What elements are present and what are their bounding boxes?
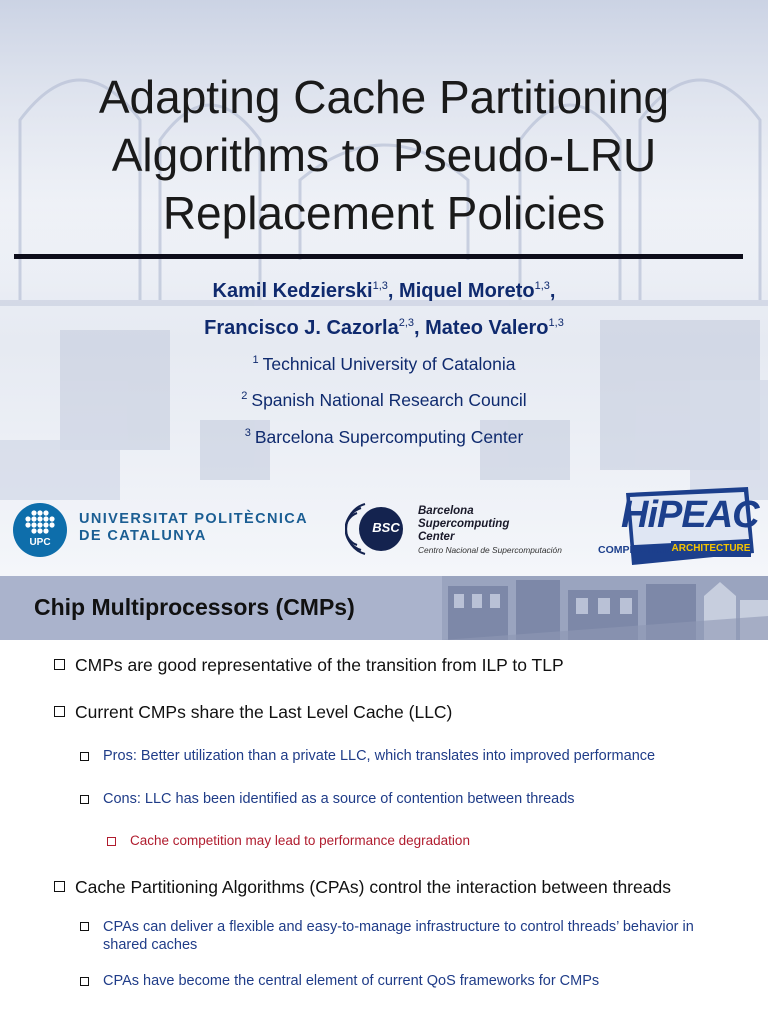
authors-line-2: Francisco J. Cazorla$^{2,3}$, Mateo Valero$^{1,3}$ (204, 317, 564, 339)
hipeac-architecture-label: ARCHITECTURE (671, 541, 751, 557)
author-affiliation-marker: 1,3 (534, 280, 550, 292)
upc-name-line-2: DE CATALUNYA (79, 528, 207, 544)
title-line: Algorithms to Pseudo-LRU (111, 129, 657, 181)
affiliation (0, 427, 768, 448)
affiliation (0, 354, 768, 375)
bullet-item (54, 702, 754, 723)
upc-dots-icon (24, 509, 56, 539)
author-name: Francisco J. Cazorla (204, 317, 399, 339)
upc-name-line-1: UNIVERSITAT POLITÈCNICA (79, 511, 309, 527)
sub-sub-bullet-item (107, 833, 747, 848)
bsc-name-line-1: Barcelona (418, 505, 474, 517)
checkbox-bullet-icon (80, 922, 89, 931)
bullet-item (54, 877, 754, 898)
sub-bullet-item (80, 918, 730, 954)
affiliation-name: Technical University of Catalonia (262, 354, 516, 374)
hipeac-compilation-label: COMPILATION (598, 544, 671, 556)
affiliation-marker: 2 (241, 390, 248, 402)
bsc-abbreviation: BSC (372, 520, 400, 535)
checkbox-bullet-icon (107, 837, 116, 846)
bullet-text: CPAs have become the central element of current QoS frameworks for CMPs (103, 973, 600, 989)
checkbox-bullet-icon (80, 752, 89, 761)
author-affiliation-marker: 1,3 (372, 280, 388, 292)
bullet-text: Current CMPs share the Last Level Cache (LLC) (75, 702, 453, 722)
bullet-text: CPAs can deliver a flexible and easy-to-manage infrastructure to control threads’ behavior in shared caches (103, 919, 694, 953)
header-campus-photo (442, 576, 768, 640)
sub-bullet-item (80, 748, 750, 764)
author-name: Kamil Kedzierski (212, 280, 373, 302)
author-affiliation-marker: 2,3 (398, 317, 414, 329)
checkbox-bullet-icon (54, 706, 65, 717)
bullet-text: Cache competition may lead to performance degradation (130, 833, 470, 848)
checkbox-bullet-icon (80, 795, 89, 804)
author-affiliation-marker: 1,3 (548, 317, 564, 329)
upc-abbreviation: UPC (29, 537, 51, 548)
title-line: Replacement Policies (162, 187, 606, 239)
bullet-text: Cons: LLC has been identified as a source of contention between threads (103, 791, 575, 807)
affiliation-name: Barcelona Supercomputing Center (254, 427, 524, 447)
hipeac-wordmark: HiPEAC (621, 494, 759, 536)
presentation-title (20, 68, 748, 242)
bsc-subtitle: Centro Nacional de Supercomputación (418, 545, 562, 555)
author-name: Mateo Valero (425, 317, 549, 339)
bullet-item (54, 655, 754, 676)
content-slide (0, 576, 768, 1024)
checkbox-bullet-icon (80, 977, 89, 986)
affiliation-marker: 3 (244, 427, 251, 439)
checkbox-bullet-icon (54, 881, 65, 892)
sub-bullet-item (80, 973, 750, 989)
title-line: Adapting Cache Partitioning (98, 71, 670, 123)
affiliation-marker: 1 (252, 354, 259, 366)
authors-line-1: Kamil Kedzierski$^{1,3}$, Miquel Moreto$^{1,3}$, (212, 280, 556, 302)
bsc-name-line-2: Supercomputing (418, 518, 510, 530)
sub-bullet-item (80, 791, 750, 807)
title-divider (14, 254, 743, 259)
bullet-text: CMPs are good representative of the transition from ILP to TLP (75, 655, 564, 675)
bullet-text: Pros: Better utilization than a private LLC, which translates into improved performance (103, 748, 656, 764)
bsc-name-line-3: Center (418, 531, 455, 543)
slide-title: Chip Multiprocessors (CMPs) (34, 594, 355, 620)
bullet-text: Cache Partitioning Algorithms (CPAs) control the interaction between threads (75, 877, 671, 897)
affiliation-name: Spanish National Research Council (251, 390, 527, 410)
author-name: Miquel Moreto (399, 280, 535, 302)
checkbox-bullet-icon (54, 659, 65, 670)
affiliation (0, 390, 768, 411)
